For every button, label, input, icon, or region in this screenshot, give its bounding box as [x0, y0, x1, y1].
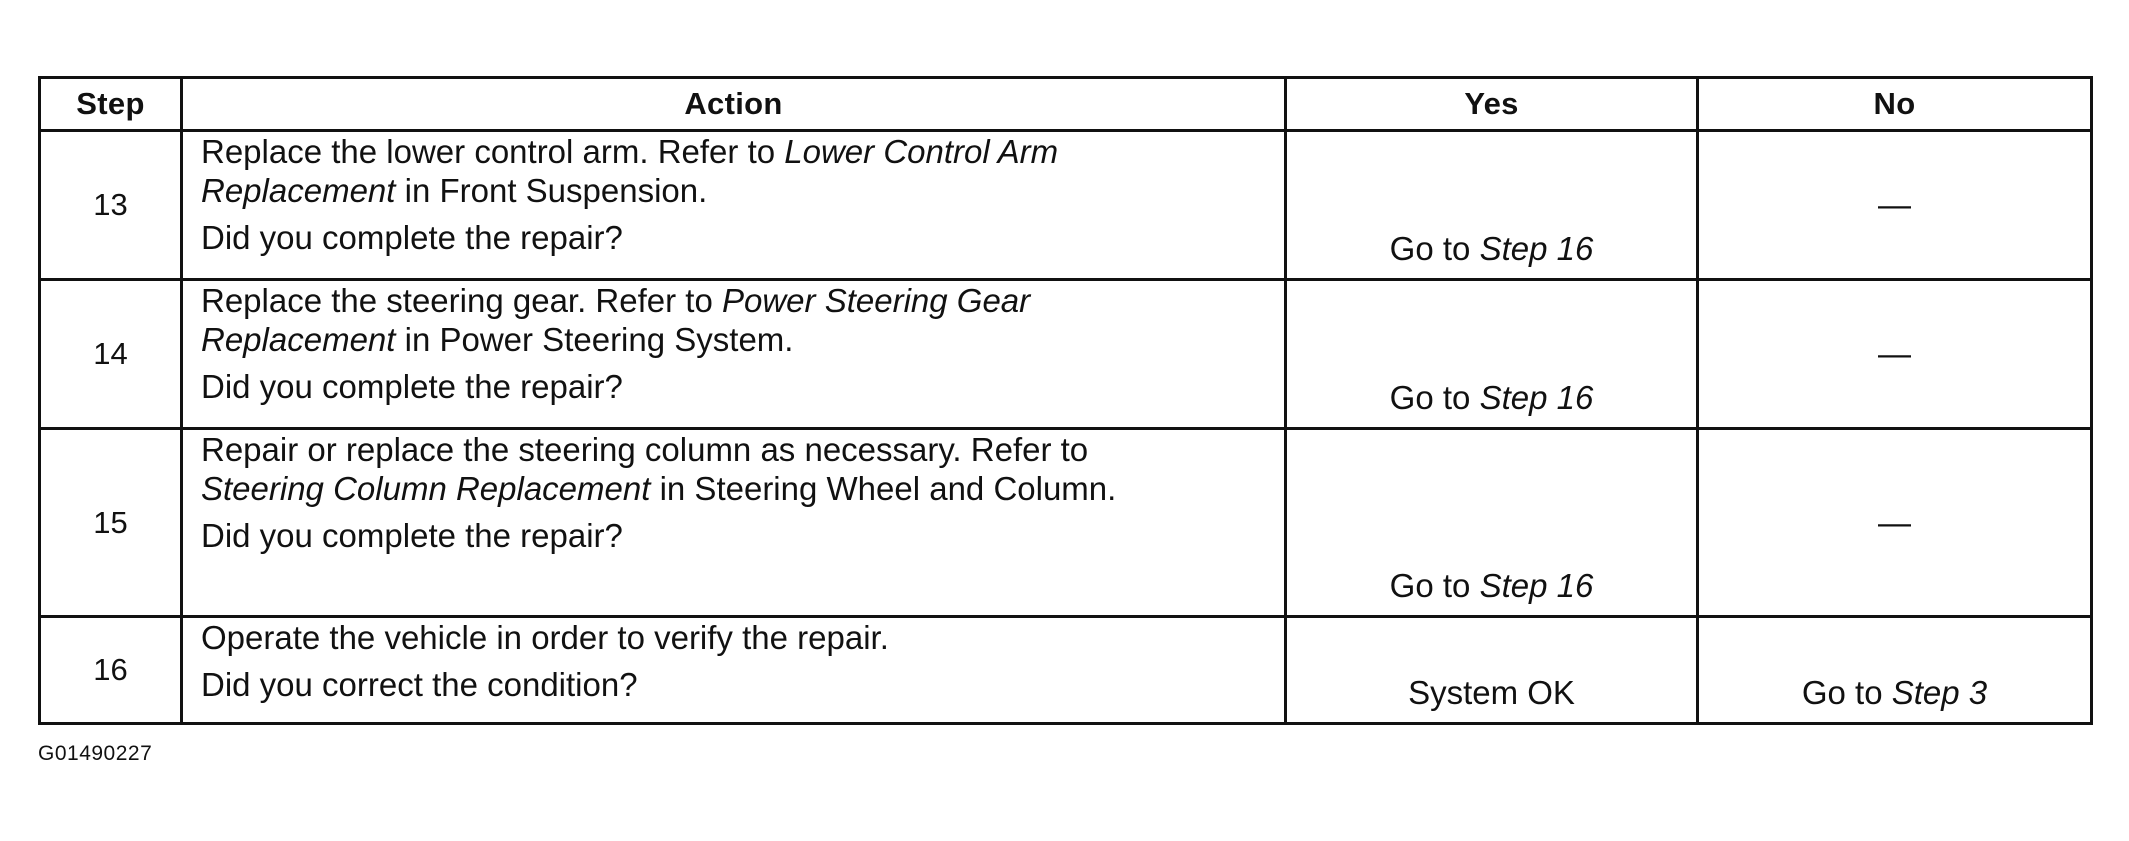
yes-result: Go to Step 16 — [1286, 131, 1698, 280]
step-number: 16 — [40, 617, 182, 724]
instruction-text: Replace the lower control arm. Refer to Lower Control Arm Replacement in Front Suspension. — [201, 133, 1059, 209]
question-text: Did you complete the repair? — [201, 368, 623, 405]
question-text: Did you correct the condition? — [201, 666, 638, 703]
no-result: — — [1698, 131, 2092, 280]
header-action: Action — [182, 78, 1286, 131]
figure-id-caption: G01490227 — [38, 742, 153, 765]
table-row — [40, 617, 2092, 724]
step-number: 15 — [40, 429, 182, 617]
step-number: 14 — [40, 280, 182, 429]
no-result: Go to Step 3 — [1698, 617, 2092, 724]
step-number: 13 — [40, 131, 182, 280]
action-cell — [182, 280, 1286, 429]
yes-result: Go to Step 16 — [1286, 429, 1698, 617]
action-cell — [182, 429, 1286, 617]
header-no: No — [1698, 78, 2092, 131]
table-row — [40, 131, 2092, 280]
instruction-text: Repair or replace the steering column as necessary. Refer to Steering Column Replacement in Steering Wheel and Column. — [201, 431, 1117, 507]
question-text: Did you complete the repair? — [201, 517, 623, 554]
header-yes: Yes — [1286, 78, 1698, 131]
question-text: Did you complete the repair? — [201, 219, 623, 256]
action-cell — [182, 131, 1286, 280]
yes-result: System OK — [1286, 617, 1698, 724]
table-row — [40, 429, 2092, 617]
action-cell — [182, 617, 1286, 724]
no-result: — — [1698, 280, 2092, 429]
instruction-text: Replace the steering gear. Refer to Power Steering Gear Replacement in Power Steering System. — [201, 282, 1031, 358]
instruction-text: Operate the vehicle in order to verify the repair. — [201, 619, 889, 656]
no-result: — — [1698, 429, 2092, 617]
diagnostic-table — [38, 76, 2093, 725]
header-row — [40, 78, 2092, 131]
table-row — [40, 280, 2092, 429]
header-step: Step — [40, 78, 182, 131]
yes-result: Go to Step 16 — [1286, 280, 1698, 429]
